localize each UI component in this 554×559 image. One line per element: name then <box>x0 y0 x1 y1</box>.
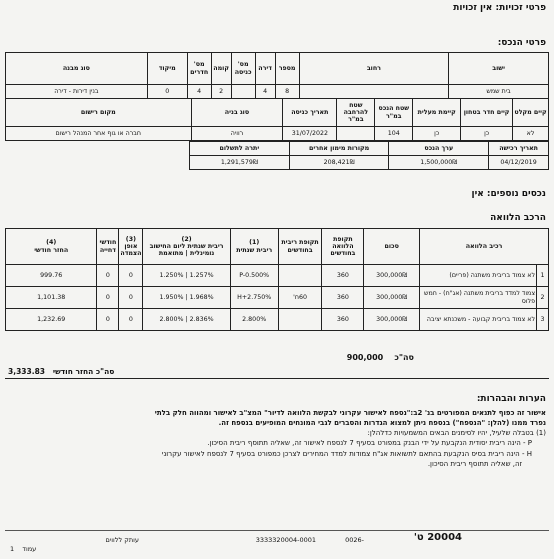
value-balance: 1,291,579₪ <box>190 156 290 170</box>
note-line: P - הינה ריבית יסודית הנקבעת על ידי הבנק במפורט בסעיף 7 לנספח לאישור זה, שאליה תתוסף ריבית הסיכון. <box>207 439 532 448</box>
loan-total-amount: 900,000 <box>346 353 384 362</box>
loan-row-index: 0 <box>119 309 143 331</box>
monthly-total-value: 3,333.83 <box>8 367 46 376</box>
loan-row <box>6 265 549 287</box>
value-city: בית שמש <box>449 85 549 99</box>
header-expansion-area: שטח להרחבה במ"ר <box>337 99 375 127</box>
header-loan-period: תקופת הלוואה בחודשים <box>322 229 364 265</box>
header-rate-period: תקופת ריבית בחודשים <box>278 229 322 265</box>
loan-row-effective-rate: 1.950% | 1.968% <box>143 287 230 309</box>
asset-value-row <box>6 85 549 99</box>
loan-row-period: 360 <box>322 309 364 331</box>
header-rooms: מס' חדרים <box>187 53 211 85</box>
loan-row-monthly: 999.76 <box>6 265 97 287</box>
value-other-financing: 208,421₪ <box>289 156 389 170</box>
monthly-total <box>8 367 114 376</box>
loan-row-annual-rate: 2.800% <box>230 309 278 331</box>
details-header-row <box>6 99 549 127</box>
asset-header-row <box>6 53 549 85</box>
header-annual-rate: (1) ריבית שנתית <box>230 229 278 265</box>
note-line: נפרד ממנו (להלן: "הנספח") בנספח ניתן למצוא הגדרות והסברים לגבי המונחים המופיעים בנספח זה. <box>218 419 546 428</box>
loan-row-monthly: 1,101.38 <box>6 287 97 309</box>
header-number: מספר <box>275 53 299 85</box>
header-apartment: דירה <box>255 53 275 85</box>
loan-row-rate-period: 60ח' <box>278 287 322 309</box>
loan-row-grace: 0 <box>97 287 119 309</box>
assets-title: פרטי הנכס: <box>497 38 546 48</box>
header-loan-type: רכיב הלוואה <box>420 229 549 265</box>
note-line: H - הינה ריבית בסיס הנקבעת בהתאם לתשואות אג"ח צמודות למדד המחירים לצרכן כמפורט בסעיף 7 לנספח לאישור עקרוני <box>161 449 532 458</box>
header-building-type: סוג מבנה <box>6 53 148 85</box>
totals-divider <box>5 378 549 379</box>
value-purchase-date: 04/12/2019 <box>489 156 549 170</box>
additional-assets: נכסים נוספים: אין <box>471 189 546 199</box>
value-construction-type: רוויה <box>191 127 283 141</box>
loan-row-type: לא צמוד בריבית משתנה (פריים) <box>420 265 537 287</box>
value-number: 8 <box>275 85 299 99</box>
copy-label: עותק ללווים <box>105 536 139 544</box>
financing-value-row <box>190 156 549 170</box>
page-indicator <box>10 545 36 553</box>
loan-total-label: סה"כ <box>394 353 414 362</box>
header-shelter: קיים מקלט <box>513 99 549 127</box>
loan-row-rate-period <box>278 265 322 287</box>
loan-row-type: צמוד למדד בריבית משתנה (אג"ח) - חמש פלוס <box>420 287 537 309</box>
value-rooms: 4 <box>187 85 211 99</box>
loan-row-monthly: 1,232.69 <box>6 309 97 331</box>
header-zip: מיקוד <box>147 53 187 85</box>
loan-row-type: לא צמוד בריבית קבועה - משכנתא יציבה <box>420 309 537 331</box>
loan-row-annual-rate: P-0.500% <box>230 265 278 287</box>
page-label: עמוד <box>22 545 37 553</box>
loan-total <box>347 353 414 362</box>
notes-title: הערות והבהרות: <box>476 394 546 404</box>
loan-row-index: 0 <box>119 265 143 287</box>
value-apartment: 4 <box>255 85 275 99</box>
header-asset-value: ערך הנכס <box>389 142 489 156</box>
note-line: אישור זה כפוף לתנאים המפורטים בנ' 2ב:"נספח לאישור עקרוני לבקשת הלוואה לדיור" המצ"ב לאישור ומהווה חלק בלתי <box>154 409 546 417</box>
header-index: (3) אופן הצמדה <box>119 229 143 265</box>
value-street <box>299 85 449 99</box>
note-line: (1) בטבלה שלעיל, יהיו לסימנים הבאים המשמעויות כדלהלן: <box>367 429 546 438</box>
value-entry-date: 31/07/2022 <box>283 127 337 141</box>
loan-row-number: 2 <box>537 287 549 309</box>
loan-table <box>5 228 549 331</box>
loan-row-effective-rate: 2.800% | 2.836% <box>143 309 230 331</box>
loan-row <box>6 309 549 331</box>
loan-row-amount: 300,000₪ <box>364 309 420 331</box>
header-entry-date: תאריך כניסה <box>283 99 337 127</box>
header-purchase-date: תאריך רכישה <box>489 142 549 156</box>
form-number: 20004 ט' <box>413 532 462 543</box>
header-monthly: (4) החזר חודשי <box>6 229 97 265</box>
header-amount: סכום <box>364 229 420 265</box>
header-grace: חודשי דחייה <box>97 229 119 265</box>
footer-code-2: 3333320004-0001 <box>255 536 316 544</box>
loan-row-amount: 300,000₪ <box>364 287 420 309</box>
header-elevator: קיימת מעלית <box>413 99 461 127</box>
monthly-total-label: סה"כ החזר חודשי <box>52 367 115 376</box>
rights-title: פרטי זכויות: אין זכויות <box>453 3 546 13</box>
footer-divider <box>5 530 549 531</box>
value-asset-value: 1,500,000₪ <box>389 156 489 170</box>
note-line: זה, שאליה תתוסף ריבית הסיכון. <box>427 459 522 468</box>
details-value-row <box>6 127 549 141</box>
header-floor: קומה <box>211 53 231 85</box>
financing-header-row <box>190 142 549 156</box>
value-zip: 0 <box>147 85 187 99</box>
header-area: שטח הנכס במ"ר <box>375 99 413 127</box>
loan-row <box>6 287 549 309</box>
header-effective-rate: (2) ריבית שנתית ליום החישוב נומינלית | מתואמת <box>143 229 230 265</box>
asset-table-details <box>5 98 549 141</box>
header-safe-room: קיים חדר בטחון <box>461 99 513 127</box>
header-other-financing: מקורות מימון אחרים <box>289 142 389 156</box>
loan-row-annual-rate: H+2.750% <box>230 287 278 309</box>
asset-table-main <box>5 52 549 99</box>
header-registration: מקום רישום <box>6 99 192 127</box>
loan-row-rate-period <box>278 309 322 331</box>
value-registration: חברה או גוף אחר המנהל רישום <box>6 127 192 141</box>
value-elevator: כן <box>413 127 461 141</box>
loan-header-row <box>6 229 549 265</box>
notes-body <box>155 408 546 469</box>
page-number: 1 <box>10 545 15 553</box>
loan-row-period: 360 <box>322 287 364 309</box>
header-entrance: מס' כניסה <box>231 53 255 85</box>
loan-row-amount: 300,000₪ <box>364 265 420 287</box>
loan-row-number: 1 <box>537 265 549 287</box>
header-balance: יתרה לתשלום <box>190 142 290 156</box>
loan-row-grace: 0 <box>97 265 119 287</box>
value-area: 104 <box>375 127 413 141</box>
loan-row-effective-rate: 1.250% | 1.257% <box>143 265 230 287</box>
value-building-type: בנין דירות - דירה <box>6 85 148 99</box>
loan-row-index: 0 <box>119 287 143 309</box>
footer-code-1: -0026 <box>345 536 364 544</box>
header-street: רחוב <box>299 53 449 85</box>
header-city: ישוב <box>449 53 549 85</box>
header-construction-type: סוג בניה <box>191 99 283 127</box>
value-safe-room: כן <box>461 127 513 141</box>
value-expansion-area <box>337 127 375 141</box>
loan-row-number: 3 <box>537 309 549 331</box>
loan-section-title: הרכב הלוואה <box>490 213 546 223</box>
loan-row-period: 360 <box>322 265 364 287</box>
loan-row-grace: 0 <box>97 309 119 331</box>
value-floor: 2 <box>211 85 231 99</box>
value-shelter: לא <box>513 127 549 141</box>
asset-table-financing <box>189 141 549 170</box>
value-entrance <box>231 85 255 99</box>
